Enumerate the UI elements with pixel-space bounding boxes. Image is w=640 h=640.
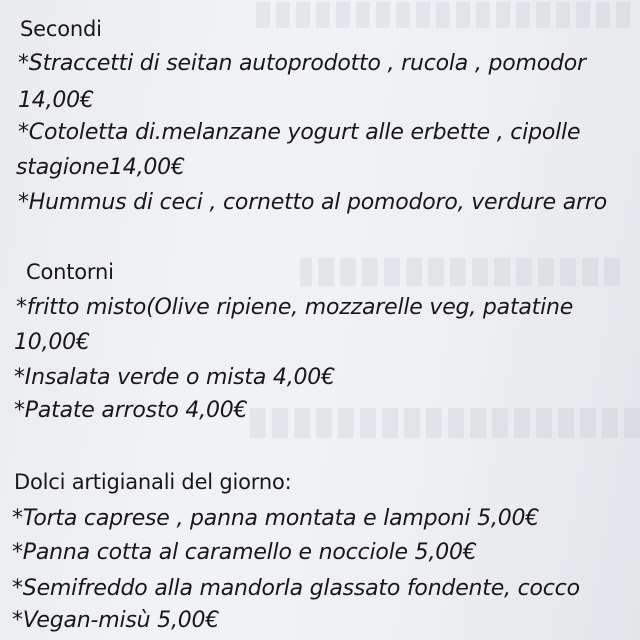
menu-item-line: *Semifreddo alla mandorla glassato fondente, cocco <box>12 576 580 601</box>
menu-item-line: *Torta caprese , panna montata e lamponi 5,00€ <box>12 506 540 531</box>
menu-item-line: *Vegan-misù 5,00€ <box>12 608 220 633</box>
menu-item-price: 14,00€ <box>18 88 94 113</box>
bleed-through-mark <box>300 258 620 286</box>
menu-item-line: *Panna cotta al caramello e nocciole 5,00€ <box>12 540 477 565</box>
section-heading-contorni: Contorni <box>26 260 114 284</box>
menu-item-line: *fritto misto(Olive ripiene, mozzarelle veg, patatine <box>16 295 574 320</box>
menu-item-line: *Cotoletta di.melanzane yogurt alle erbette , cipolle <box>18 120 581 145</box>
bleed-through-mark <box>250 408 640 438</box>
menu-item-line: *Straccetti di seitan autoprodotto , rucola , pomodor <box>18 51 586 76</box>
section-heading-dolci: Dolci artigianali del giorno: <box>14 470 292 494</box>
bleed-through-mark <box>250 2 630 28</box>
section-heading-secondi: Secondi <box>20 17 102 41</box>
menu-item-line: *Insalata verde o mista 4,00€ <box>14 365 335 390</box>
menu-item-line: stagione14,00€ <box>16 155 185 180</box>
menu-item-line: *Hummus di ceci , cornetto al pomodoro, verdure arro <box>18 190 607 215</box>
menu-item-line: *Patate arrosto 4,00€ <box>14 398 248 423</box>
menu-item-price: 10,00€ <box>14 330 90 355</box>
